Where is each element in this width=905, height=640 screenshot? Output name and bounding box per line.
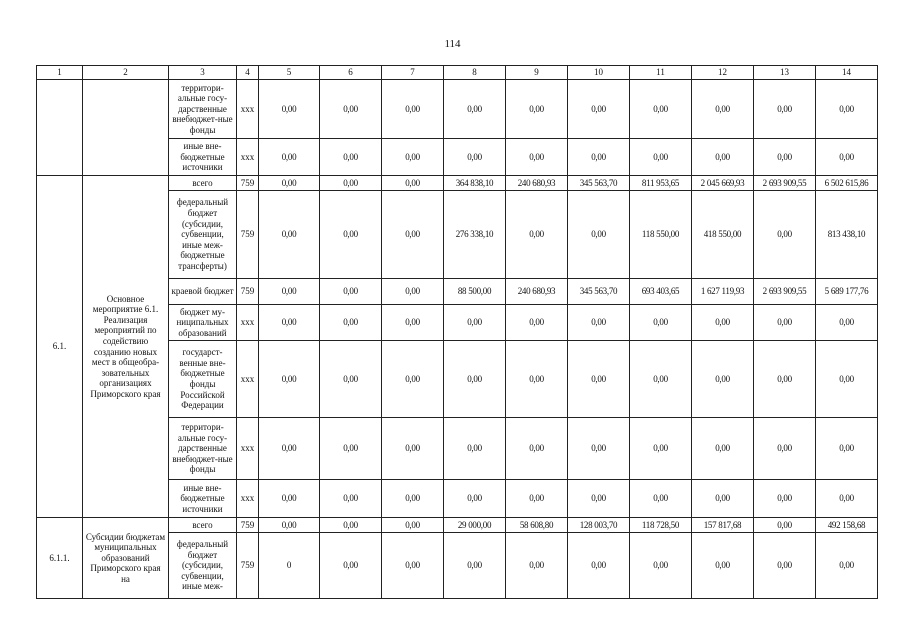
table-row [37,518,878,533]
value-cell: 0,00 [568,80,630,139]
value-cell: 0,00 [630,139,692,176]
value-cell: 0,00 [506,480,568,518]
value-cell: 0,00 [259,341,320,418]
value-cell: 128 003,70 [568,518,630,533]
value-cell: 0,00 [816,533,878,599]
value-cell: 0,00 [259,80,320,139]
table-row [37,80,878,139]
value-cell: 2 693 909,55 [754,279,816,305]
column-number: 13 [754,66,816,80]
column-number: 14 [816,66,878,80]
source-cell: краевой бюджет [169,279,237,305]
value-cell: 0,00 [259,480,320,518]
value-cell: 0,00 [630,480,692,518]
value-cell: 0,00 [259,191,320,279]
column-number: 2 [83,66,169,80]
value-cell: 276 338,10 [444,191,506,279]
value-cell: 418 550,00 [692,191,754,279]
value-cell: 0,00 [506,80,568,139]
value-cell: 240 680,93 [506,176,568,191]
value-cell: 0,00 [320,176,382,191]
value-cell: 0,00 [320,279,382,305]
code-cell: ххх [237,341,259,418]
value-cell: 58 608,80 [506,518,568,533]
table-row [37,176,878,191]
value-cell: 0,00 [506,139,568,176]
value-cell: 0,00 [444,480,506,518]
value-cell: 0,00 [816,80,878,139]
value-cell: 0,00 [630,533,692,599]
value-cell: 0,00 [692,480,754,518]
title-cell: Основное мероприятие 6.1. Реализация мероприятий по содействию созданию новых мест в общеобра-зовательных организациях Приморского края [83,176,169,518]
value-cell: 0,00 [754,480,816,518]
value-cell: 0,00 [320,305,382,341]
value-cell: 0,00 [754,533,816,599]
value-cell: 0,00 [382,139,444,176]
value-cell: 0,00 [692,80,754,139]
column-number: 6 [320,66,382,80]
value-cell: 0,00 [320,533,382,599]
value-cell: 0,00 [816,480,878,518]
column-number: 5 [259,66,320,80]
value-cell: 0,00 [754,139,816,176]
value-cell: 0,00 [382,191,444,279]
column-number: 12 [692,66,754,80]
value-cell: 0,00 [320,518,382,533]
value-cell: 364 838,10 [444,176,506,191]
value-cell: 0,00 [816,139,878,176]
value-cell: 0,00 [382,279,444,305]
column-number: 3 [169,66,237,80]
value-cell: 29 000,00 [444,518,506,533]
value-cell: 0,00 [382,176,444,191]
code-cell: ххх [237,480,259,518]
code-cell: ххх [237,139,259,176]
value-cell: 0,00 [444,305,506,341]
value-cell: 0,00 [630,341,692,418]
value-cell: 0,00 [444,139,506,176]
value-cell: 0,00 [506,418,568,480]
value-cell: 0,00 [754,518,816,533]
value-cell: 0,00 [816,418,878,480]
value-cell: 5 689 177,76 [816,279,878,305]
value-cell: 0 [259,533,320,599]
value-cell: 0,00 [382,341,444,418]
value-cell: 0,00 [382,305,444,341]
column-number: 8 [444,66,506,80]
value-cell: 0,00 [630,80,692,139]
value-cell: 0,00 [320,139,382,176]
code-cell: 759 [237,279,259,305]
value-cell: 0,00 [444,533,506,599]
source-cell: территори-альные госу-дарственные внебюджет-ные фонды [169,80,237,139]
value-cell: 0,00 [692,533,754,599]
value-cell: 2 045 669,93 [692,176,754,191]
value-cell: 0,00 [692,139,754,176]
value-cell: 0,00 [259,305,320,341]
value-cell: 0,00 [506,191,568,279]
value-cell: 0,00 [259,139,320,176]
value-cell: 0,00 [382,418,444,480]
value-cell: 811 953,65 [630,176,692,191]
index-cell: 6.1.1. [37,518,83,599]
value-cell: 6 502 615,86 [816,176,878,191]
value-cell: 0,00 [444,341,506,418]
value-cell: 0,00 [568,533,630,599]
value-cell: 1 627 119,93 [692,279,754,305]
value-cell: 0,00 [568,305,630,341]
value-cell: 0,00 [630,418,692,480]
budget-table [36,65,878,599]
value-cell: 2 693 909,55 [754,176,816,191]
source-cell: иные вне-бюджетные источники [169,480,237,518]
value-cell: 0,00 [692,341,754,418]
column-number: 4 [237,66,259,80]
code-cell: ххх [237,305,259,341]
value-cell: 0,00 [754,418,816,480]
page-number: 114 [444,38,461,50]
code-cell: ххх [237,80,259,139]
value-cell: 88 500,00 [444,279,506,305]
code-cell: 759 [237,176,259,191]
value-cell: 0,00 [630,305,692,341]
value-cell: 0,00 [382,80,444,139]
column-number: 9 [506,66,568,80]
source-cell: иные вне-бюджетные источники [169,139,237,176]
value-cell: 118 728,50 [630,518,692,533]
source-cell: федеральный бюджет (субсидии, субвенции, иные меж- [169,533,237,599]
value-cell: 0,00 [320,418,382,480]
source-cell: государст-венные вне-бюджетные фонды Российской Федерации [169,341,237,418]
column-number: 11 [630,66,692,80]
value-cell: 0,00 [506,305,568,341]
title-cell [83,80,169,176]
value-cell: 0,00 [754,80,816,139]
value-cell: 0,00 [816,341,878,418]
column-number: 1 [37,66,83,80]
value-cell: 0,00 [382,533,444,599]
index-cell [37,80,83,176]
code-cell: 759 [237,533,259,599]
value-cell: 0,00 [568,139,630,176]
code-cell: 759 [237,518,259,533]
value-cell: 0,00 [692,418,754,480]
source-cell: бюджет му-ниципальных образований [169,305,237,341]
value-cell: 492 158,68 [816,518,878,533]
value-cell: 0,00 [320,341,382,418]
code-cell: ххх [237,418,259,480]
value-cell: 0,00 [754,341,816,418]
value-cell: 813 438,10 [816,191,878,279]
value-cell: 0,00 [506,533,568,599]
value-cell: 0,00 [444,80,506,139]
value-cell: 0,00 [320,80,382,139]
value-cell: 0,00 [382,518,444,533]
value-cell: 0,00 [568,191,630,279]
value-cell: 0,00 [259,418,320,480]
value-cell: 0,00 [754,191,816,279]
value-cell: 0,00 [259,518,320,533]
value-cell: 0,00 [568,341,630,418]
value-cell: 0,00 [320,480,382,518]
source-cell: всего [169,176,237,191]
value-cell: 118 550,00 [630,191,692,279]
value-cell: 240 680,93 [506,279,568,305]
value-cell: 0,00 [444,418,506,480]
value-cell: 0,00 [568,480,630,518]
value-cell: 693 403,65 [630,279,692,305]
value-cell: 0,00 [568,418,630,480]
value-cell: 0,00 [754,305,816,341]
code-cell: 759 [237,191,259,279]
value-cell: 157 817,68 [692,518,754,533]
column-number-row [37,66,878,80]
value-cell: 0,00 [382,480,444,518]
value-cell: 0,00 [259,279,320,305]
value-cell: 345 563,70 [568,176,630,191]
source-cell: всего [169,518,237,533]
value-cell: 0,00 [816,305,878,341]
value-cell: 0,00 [506,341,568,418]
title-cell: Субсидии бюджетам муниципальных образований Приморского края на [83,518,169,599]
index-cell: 6.1. [37,176,83,518]
value-cell: 0,00 [259,176,320,191]
value-cell: 345 563,70 [568,279,630,305]
source-cell: территори-альные госу-дарственные внебюджет-ные фонды [169,418,237,480]
value-cell: 0,00 [320,191,382,279]
value-cell: 0,00 [692,305,754,341]
column-number: 10 [568,66,630,80]
source-cell: федеральный бюджет (субсидии, субвенции, иные меж-бюджетные трансферты) [169,191,237,279]
column-number: 7 [382,66,444,80]
